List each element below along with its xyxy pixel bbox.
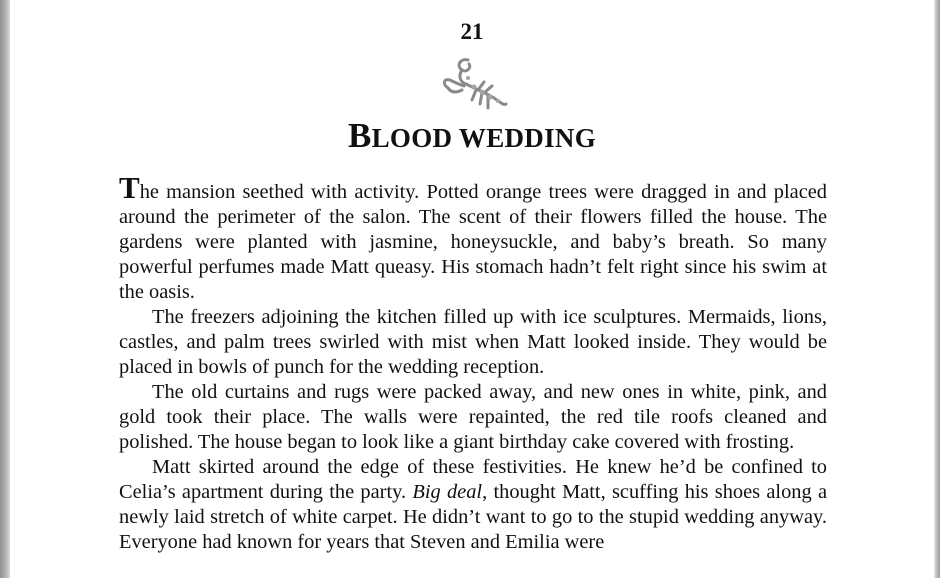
chapter-title-initial: B xyxy=(347,116,372,155)
drop-cap: T xyxy=(119,170,140,205)
chapter-title xyxy=(10,116,934,163)
paragraph-3: The old curtains and rugs were packed away, and new ones in white, pink, and gold took their place. The walls were repainted, the red tile roofs cleaned and polished. The house began to look like a giant birthday cake covered with frosting. xyxy=(119,381,827,453)
page-edge-left xyxy=(0,0,10,578)
paragraph-4-italic: Big deal xyxy=(412,481,483,503)
paragraph-1-text: he mansion seethed with activity. Potted orange trees were dragged in and placed around the perimeter of the salon. The scent of their flowers filled the house. The gardens were planted with jasmine, honeysuckle, and baby’s breath. So many powerful perfumes made Matt queasy. His stomach hadn’t felt right since his swim at the oasis. xyxy=(119,181,827,303)
paragraph-2: The freezers adjoining the kitchen filled up with ice sculptures. Mermaids, lions, castles, and palm trees swirled with mist when Matt looked inside. They would be placed in bowls of punch for the wedding reception. xyxy=(119,306,827,378)
chapter-body xyxy=(119,170,828,555)
paragraph-4-text-a: Matt skirted around the edge of these festivities. He knew he’d be confined to Celia’s apartment during the party. xyxy=(119,456,827,503)
chapter-number: 21 xyxy=(460,19,484,44)
paragraph-4 xyxy=(119,455,827,555)
book-page xyxy=(10,0,934,578)
page-edge-right xyxy=(934,0,940,578)
chapter-title-rest: LOOD WEDDING xyxy=(371,123,597,153)
scorpion-icon xyxy=(438,54,510,112)
paragraph-1 xyxy=(119,170,827,305)
paragraph-4-text-b: , thought Matt, scuffing his shoes along a newly laid stretch of white carpet. He didn’t want to go to the stupid wedding anyway. Everyone had known for years that Steven and Emilia were xyxy=(119,481,828,553)
